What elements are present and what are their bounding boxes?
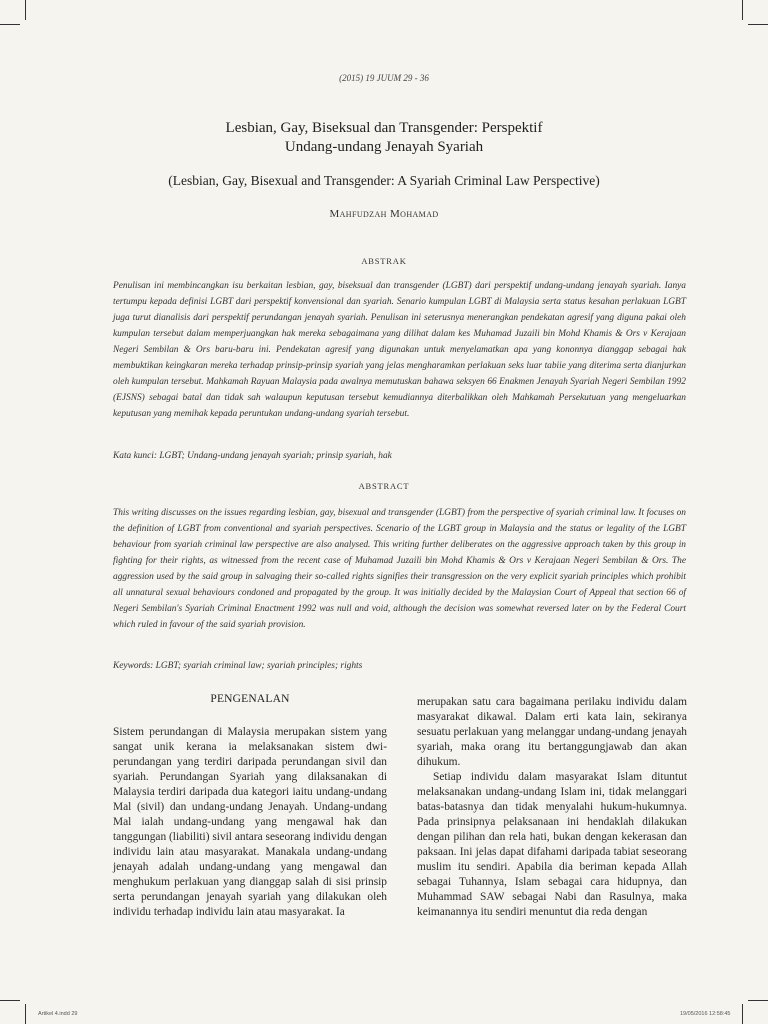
footer-file-info: Artikel 4.indd 29 [38,1011,78,1017]
abstrak-text: Penulisan ini membincangkan isu berkaitan lesbian, gay, biseksual dan transgender (LGBT) dari perspektif undang-undang jenayah syariah. Ianya tertumpu kepada definisi LGBT dari perspektif konvensional dan syariah. Senario kumpulan LGBT di Malaysia serta status kesahan perlakuan LGBT juga turut dianalisis dari perspektif perundangan jenayah syariah. Penulisan ini seterusnya menerangkan pendekatan agresif yang diguna pakai oleh kumpulan tersebut dalam memperjuangkan hak mereka sebagaimana yang dilihat dalam kes Muhamad Juzaili bin Mohd Khamis & Ors v Kerajaan Negeri Sembilan & Ors baru-baru ini. Pendekatan agresif yang digunakan untuk menyelamatkan apa yang kononnya dianggap sebagai hak membuktikan keingkaran mereka terhadap prinsip-prinsip syariah yang jelas mengharamkan perlakuan seks luar tabiie yang diterima serta dianjurkan oleh kumpulan tersebut. Mahkamah Rayuan Malaysia pada awalnya memutuskan bahawa seksyen 66 Enakmen Jenayah Syariah Negeri Sembilan 1992 (EJSNS) sebagai batal dan tidak sah walaupun keputusan tersebut kemudiannya diterbalikkan oleh Mahkamah Persekutuan yang mengeluarkan keputusan yang memihak kepada peruntukan undang-undang syariah tersebut. [113,281,686,419]
crop-mark-top-left [25,0,26,20]
footer-timestamp: 19/05/2016 12:58:45 [680,1011,731,1017]
crop-mark-top-right [742,0,743,20]
body-right-paragraph-2: Setiap individu dalam masyarakat Islam dituntut melaksanakan undang-undang Islam ini, tidak melanggari batas-batasnya dan tidak menyalahi hukum-hukumnya. Pada prinsipnya pelaksanaan ini hendaklah dilakukan dengan pilihan dan rela hati, bukan dengan kekerasan dan paksaan. Ini jelas dapat difahami daripada tabiat seseorang muslim itu sendiri. Apabila dia beriman kepada Allah sebagai Tuhannya, Islam sebagai cara hidupnya, dan Muhammad SAW sebagai Nabi dan Rasulnya, maka keimanannya itu sendiri menuntut dia reda dengan [417,771,687,918]
abstract-text: This writing discusses on the issues regarding lesbian, gay, bisexual and transgender (LGBT) from the perspective of syariah criminal law. It focuses on the definition of LGBT from conventional and syariah perspectives. Scenario of the LGBT group in Malaysia and the status or legality of the LGBT behaviour from syariah criminal law perspective are also analysed. This writing further deliberates on the aggressive approach taken by this group in fighting for their rights, as witnessed from the recent case of Muhamad Juzaili bin Mohd Khamis & Ors v Kerajaan Negeri Sembilan & Ors. The aggression used by the said group in salvaging their so-called rights signifies their transgression on the very explicit syariah principles which prohibit all unnatural sexual behaviours condoned and propagated by the group. It was initially decided by the Malaysian Court of Appeal that section 66 of Negeri Sembilan's Syariah Criminal Enactment 1992 was null and void, although the decision was somewhat reversed later on by the Federal Court which ruled in favour of the said syariah provision. [113,508,686,630]
abstract-heading: ABSTRACT [358,481,410,491]
article-subtitle: (Lesbian, Gay, Bisexual and Transgender: A Syariah Criminal Law Perspective) [168,173,600,188]
section-heading-pengenalan: PENGENALAN [210,693,290,705]
crop-mark-right-top [748,24,768,25]
crop-mark-left-top [0,24,20,25]
crop-mark-right-bottom [748,1000,768,1001]
abstract-keywords: Keywords: LGBT; syariah criminal law; syariah principles; rights [113,661,363,671]
abstrak-heading: ABSTRAK [361,256,407,266]
crop-mark-left-bottom [0,1000,20,1001]
title-line-1: Lesbian, Gay, Biseksual dan Transgender: Perspektif [225,120,543,136]
article-title [80,119,688,157]
title-line-2: Undang-undang Jenayah Syariah [284,139,484,155]
crop-mark-bottom-right [742,1004,743,1024]
journal-reference: (2015) 19 JUUM 29 - 36 [339,73,429,83]
author-name: Mahfudzah Mohamad [329,208,439,220]
body-left-paragraph: Sistem perundangan di Malaysia merupakan sistem yang sangat unik kerana ia melaksanakan sistem dwi-perundangan yang terdiri daripada perundangan sivil dan syariah. Perundangan Syariah yang dilaksanakan di Malaysia terdiri daripada dua kategori iaitu undang-undang Mal (sivil) dan undang-undang Jenayah. Undang-undang Mal ialah undang-undang yang mengawal hak dan tanggungan (liabiliti) sivil antara seseorang individu dengan individu lain atau masyarakat. Manakala undang-undang jenayah adalah undang-undang yang mengawal dan menghukum perlakuan yang dianggap salah di sisi prinsip serta perundangan jenayah syariah yang dilakukan oleh individu terhadap individu lain atau masyarakat. Ia [113,726,387,918]
abstrak-keywords: Kata kunci: LGBT; Undang-undang jenayah syariah; prinsip syariah, hak [113,451,392,461]
body-right-paragraph-1: merupakan satu cara bagaimana perilaku individu dalam masyarakat dikawal. Dalam erti kata lain, sekiranya sesuatu perlakuan yang melanggar undang-undang jenayah syariah, maka orang itu bertanggungjawab dan akan dihukum. [417,696,687,768]
crop-mark-bottom-left [25,1004,26,1024]
